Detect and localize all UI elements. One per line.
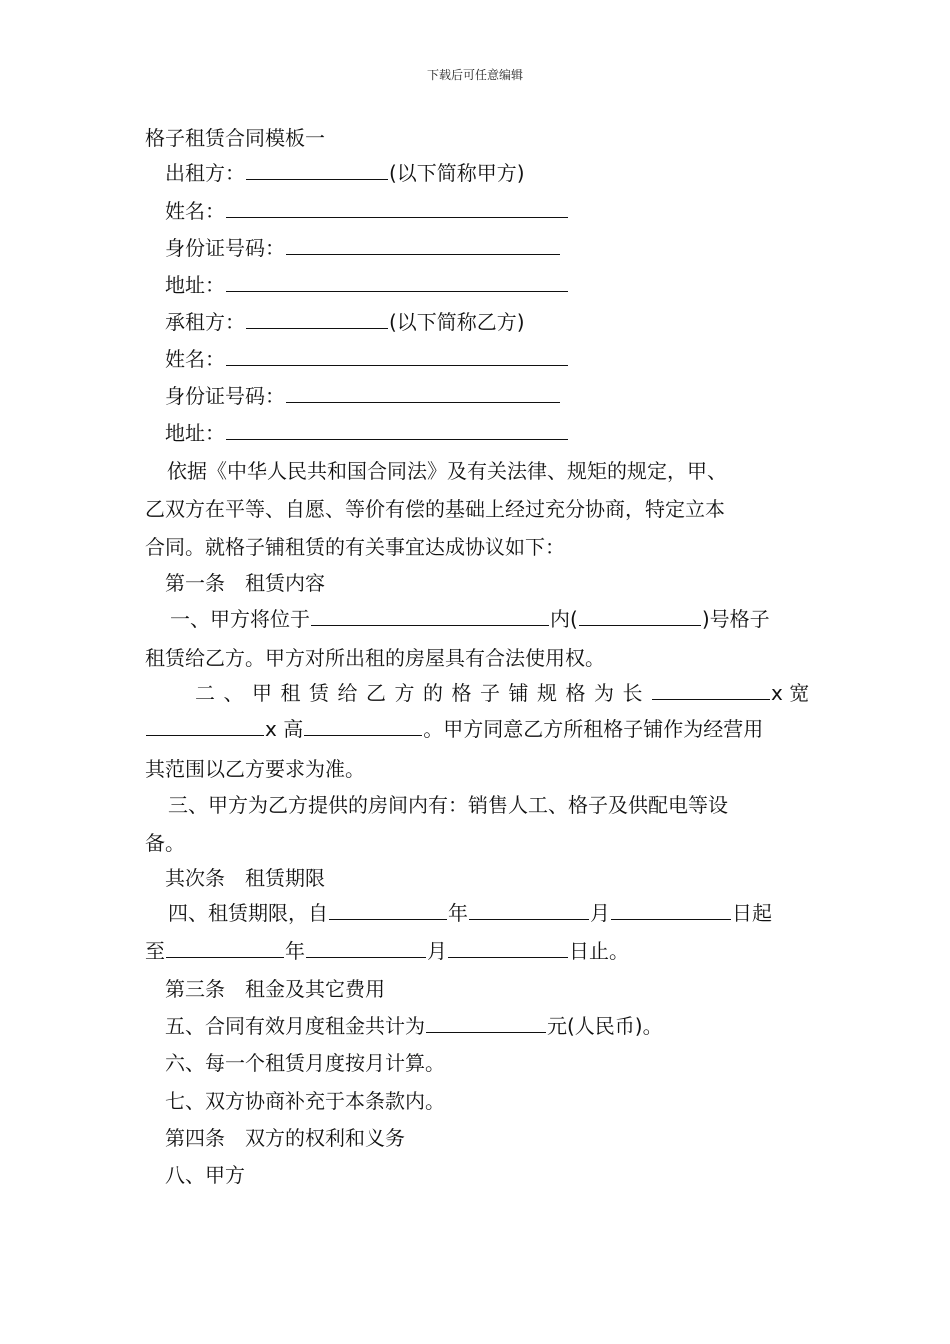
start-year-blank[interactable]: [329, 900, 447, 920]
rent-amount-blank[interactable]: [426, 1013, 546, 1033]
lessee-blank[interactable]: [246, 309, 388, 329]
lessor-id-label: 身份证号码：: [165, 236, 285, 260]
end-month-label: 月: [427, 939, 447, 963]
clause-2-text-a: 二、甲租赁给乙方的格子铺规格为长: [195, 681, 651, 705]
article-2-heading: 其次条 租赁期限: [165, 866, 325, 890]
clause-2-text-d: 。甲方同意乙方所租格子铺作为经营用: [423, 717, 764, 741]
article-1-heading: 第一条 租赁内容: [165, 571, 325, 595]
article-4-heading: 第四条 双方的权利和义务: [165, 1126, 405, 1150]
end-year-blank[interactable]: [166, 938, 284, 958]
lessor-name-blank[interactable]: [226, 198, 568, 218]
clause-1-line-2: 租赁给乙方。甲方对所出租的房屋具有合法使用权。: [145, 646, 605, 670]
lessee-name-label: 姓名：: [165, 347, 225, 371]
lessee-addr-label: 地址：: [165, 421, 225, 445]
start-year-label: 年: [448, 901, 468, 925]
article-3-heading: 第三条 租金及其它费用: [165, 977, 385, 1001]
clause-4-text-a: 四、租赁期限，自: [168, 901, 328, 925]
page-header: 下载后可任意编辑: [426, 68, 523, 82]
length-blank[interactable]: [652, 680, 770, 700]
start-day-blank[interactable]: [611, 900, 731, 920]
lessor-addr-blank[interactable]: [226, 272, 568, 292]
clause-1-text-a: 一、甲方将位于: [170, 607, 310, 631]
end-month-blank[interactable]: [306, 938, 426, 958]
clause-7: 七、双方协商补充于本条款内。: [165, 1089, 445, 1113]
lessee-id-line: [165, 383, 561, 409]
clause-2-text-b: x 宽: [771, 681, 810, 705]
lessee-addr-blank[interactable]: [226, 420, 568, 440]
cell-number-blank[interactable]: [579, 606, 701, 626]
clause-1-line-1: [170, 606, 770, 632]
lessee-label: 承租方：: [165, 310, 245, 334]
end-day-label: 日止。: [569, 939, 629, 963]
lessor-addr-line: [165, 272, 569, 298]
start-day-label: 日起: [732, 901, 772, 925]
intro-line-1: 依据《中华人民共和国合同法》及有关法律、规矩的规定，甲、: [167, 459, 727, 483]
clause-8: 八、甲方: [165, 1163, 245, 1187]
clause-2-line-2: [145, 716, 763, 742]
lessor-name-line: [165, 198, 569, 224]
width-blank[interactable]: [146, 716, 264, 736]
clause-5-text-b: 元(人民币)。: [547, 1014, 663, 1038]
lessor-suffix: (以下简称甲方): [389, 161, 525, 185]
lessor-addr-label: 地址：: [165, 273, 225, 297]
clause-4-text-b: 至: [145, 939, 165, 963]
location-blank[interactable]: [311, 606, 549, 626]
lessee-suffix: (以下简称乙方): [389, 310, 525, 334]
lessee-id-label: 身份证号码：: [165, 384, 285, 408]
clause-2-line-1: [195, 680, 809, 706]
lessor-name-label: 姓名：: [165, 199, 225, 223]
lessee-name-line: [165, 346, 569, 372]
intro-line-3: 合同。就格子铺租赁的有关事宜达成协议如下：: [145, 535, 565, 559]
clause-3-line-1: 三、甲方为乙方提供的房间内有：销售人工、格子及供配电等设: [168, 793, 728, 817]
end-day-blank[interactable]: [448, 938, 568, 958]
clause-2-line-3: 其范围以乙方要求为准。: [145, 757, 365, 781]
height-blank[interactable]: [304, 716, 422, 736]
clause-4-line-1: [168, 900, 772, 926]
start-month-blank[interactable]: [469, 900, 589, 920]
start-month-label: 月: [590, 901, 610, 925]
lessor-id-blank[interactable]: [286, 235, 560, 255]
lessor-line: [165, 160, 525, 186]
clause-2-text-c: x 高: [265, 717, 304, 741]
clause-1-text-c: )号格子: [701, 607, 770, 631]
lessee-name-blank[interactable]: [226, 346, 568, 366]
end-year-label: 年: [285, 939, 305, 963]
clause-4-line-2: [145, 938, 629, 964]
clause-5-line: [165, 1013, 663, 1039]
lessor-id-line: [165, 235, 561, 261]
clause-5-text-a: 五、合同有效月度租金共计为: [165, 1014, 425, 1038]
lessor-label: 出租方：: [165, 161, 245, 185]
clause-3-line-2: 备。: [145, 831, 185, 855]
lessee-id-blank[interactable]: [286, 383, 560, 403]
lessor-blank[interactable]: [246, 160, 388, 180]
intro-line-2: 乙双方在平等、自愿、等价有偿的基础上经过充分协商，特定立本: [145, 497, 725, 521]
lessee-addr-line: [165, 420, 569, 446]
clause-1-text-b: 内(: [550, 607, 578, 631]
clause-6: 六、每一个租赁月度按月计算。: [165, 1051, 445, 1075]
document-title: 格子租赁合同模板一: [145, 126, 325, 150]
lessee-line: [165, 309, 525, 335]
